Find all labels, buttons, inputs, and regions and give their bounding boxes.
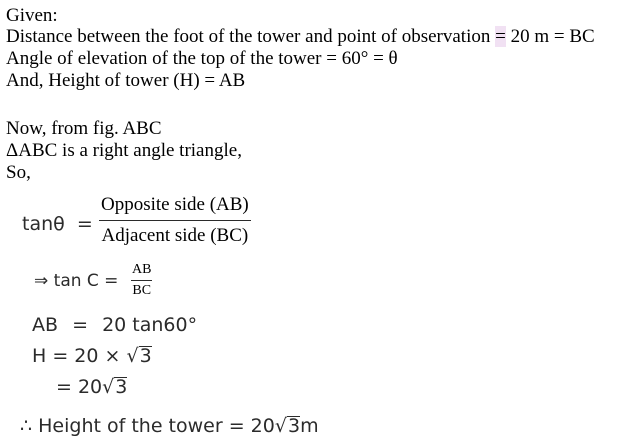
step2: [32, 314, 197, 336]
step2-equals: =: [72, 314, 89, 336]
conclusion: [20, 415, 319, 437]
given-distance-line: [6, 26, 595, 48]
conclusion-text: Height of the tower = 20: [32, 415, 275, 437]
given-distance-value: 20 m: [505, 26, 554, 47]
conclusion-unit: m: [300, 415, 319, 437]
radical-sign-b: √: [102, 376, 115, 398]
formula-lhs: [22, 213, 93, 235]
step1-numerator: AB: [132, 262, 152, 277]
intro-line-1: Now, from fig. ABC: [6, 118, 162, 139]
radicand: 3: [139, 345, 152, 367]
step1-fraction: [131, 262, 152, 299]
equals-highlight-1: =: [495, 26, 506, 47]
step3-lhs: H = 20 ×: [32, 345, 127, 367]
step1-denominator: BC: [132, 283, 152, 298]
formula-fraction: [99, 194, 251, 247]
step2-rhs: 20 tan60°: [102, 314, 198, 336]
given-heading: Given:: [6, 5, 58, 26]
sqrt-3-b: [102, 376, 127, 398]
sqrt-3-c: [275, 415, 300, 437]
given-angle-line: Angle of elevation of the top of the tower = 60° = θ: [6, 48, 398, 69]
step3: [32, 345, 152, 367]
formula-denominator: Adjacent side (BC): [101, 225, 249, 246]
step4: [56, 376, 127, 398]
formula-numerator: Opposite side (AB): [101, 194, 249, 215]
formula-equals: =: [76, 213, 93, 235]
given-height-line: And, Height of tower (H) = AB: [6, 70, 246, 91]
step1-lhs: ⇒ tan C =: [34, 271, 119, 291]
radical-sign: √: [126, 345, 139, 367]
step4-lhs: = 20: [56, 376, 103, 398]
intro-line-2: ΔABC is a right angle triangle,: [6, 140, 242, 161]
intro-line-3: So,: [6, 162, 31, 183]
radical-sign-c: √: [274, 415, 287, 437]
given-distance-label: BC: [564, 26, 595, 47]
equals-sign-2: =: [553, 26, 565, 47]
radicand-c: 3: [287, 415, 301, 437]
therefore-icon: ∴: [20, 415, 33, 437]
sqrt-3: [126, 345, 151, 367]
radicand-b: 3: [115, 376, 128, 398]
formula-tan-theta: tanθ: [22, 213, 65, 235]
step2-lhs: AB: [32, 314, 59, 336]
given-distance-text: Distance between the foot of the tower and point of observation: [6, 26, 496, 47]
